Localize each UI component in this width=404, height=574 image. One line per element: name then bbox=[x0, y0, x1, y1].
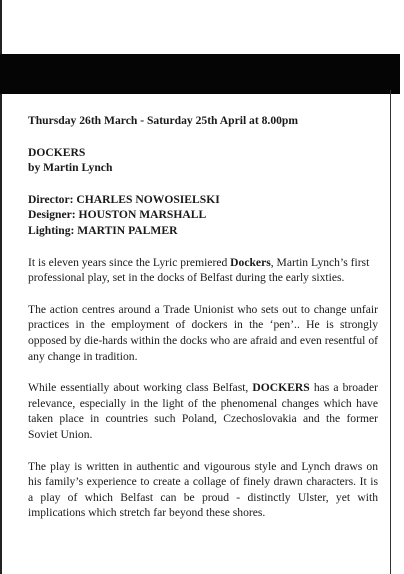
header-black-bar bbox=[0, 54, 400, 94]
paragraph-style: The play is written in authentic and vigourous style and Lynch draws on his family’s experience to create a collage of finely drawn characters. It is a play of which Belfast can be proud - distinctly Ulster, yet with implications which stretch far beyond these shores. bbox=[28, 459, 378, 520]
programme-text bbox=[28, 113, 378, 537]
play-title-block bbox=[28, 145, 378, 176]
play-title: DOCKERS bbox=[28, 145, 86, 159]
director-credit: Director: CHARLES NOWOSIELSKI bbox=[28, 192, 220, 206]
paragraph-intro: It is eleven years since the Lyric premiered Dockers, Martin Lynch’s first professional play, set in the docks of Belfast during the early sixties. bbox=[28, 255, 370, 285]
designer-credit: Designer: HOUSTON MARSHALL bbox=[28, 208, 207, 222]
paragraph-plot: The action centres around a Trade Unionist who sets out to change unfair practices in the employment of dockers in the ‘pen’.. He is strongly opposed by die-hards within the docks who are afraid and even resentful of any change in tradition. bbox=[28, 302, 378, 363]
paragraph-relevance: While essentially about working class Belfast, DOCKERS has a broader relevance, especially in the light of the phenomenal changes which have taken place in countries such Poland, Czechoslovakia and the former Soviet Union. bbox=[28, 381, 378, 441]
right-margin-rule bbox=[390, 90, 391, 574]
lighting-credit: Lighting: MARTIN PALMER bbox=[28, 223, 178, 237]
play-author: by Martin Lynch bbox=[28, 161, 113, 175]
performance-dates: Thursday 26th March - Saturday 25th April at 8.00pm bbox=[28, 114, 299, 127]
credits-block bbox=[28, 192, 378, 239]
